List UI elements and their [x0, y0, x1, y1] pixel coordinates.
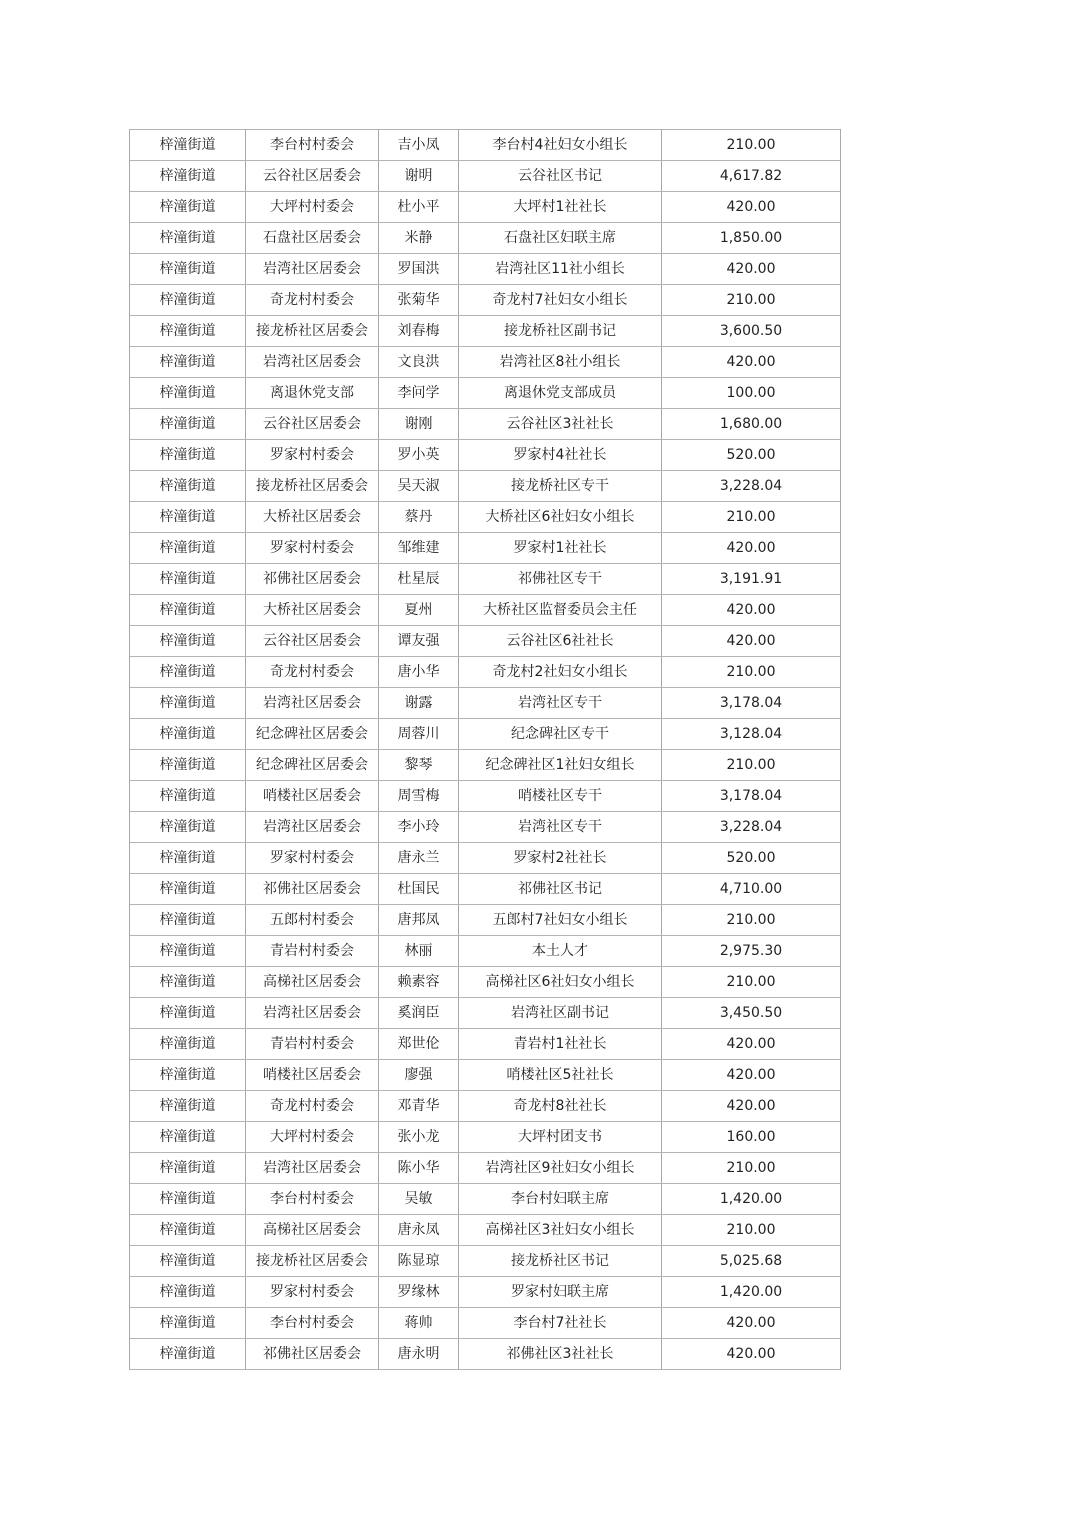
position-cell: 云谷社区书记: [459, 161, 662, 192]
amount-cell: 4,710.00: [662, 874, 841, 905]
position-cell: 大桥社区6社妇女小组长: [459, 502, 662, 533]
table-row: [130, 781, 841, 812]
street-cell: 梓潼街道: [130, 564, 246, 595]
name-cell: 邹维建: [379, 533, 459, 564]
name-cell: 杜星辰: [379, 564, 459, 595]
table-row: [130, 533, 841, 564]
street-cell: 梓潼街道: [130, 1215, 246, 1246]
name-cell: 郑世伦: [379, 1029, 459, 1060]
committee-cell: 岩湾社区居委会: [246, 1153, 379, 1184]
name-cell: 谢露: [379, 688, 459, 719]
amount-cell: 1,420.00: [662, 1184, 841, 1215]
street-cell: 梓潼街道: [130, 254, 246, 285]
position-cell: 李台村7社社长: [459, 1308, 662, 1339]
committee-cell: 青岩村村委会: [246, 1029, 379, 1060]
amount-cell: 5,025.68: [662, 1246, 841, 1277]
amount-cell: 420.00: [662, 595, 841, 626]
position-cell: 接龙桥社区副书记: [459, 316, 662, 347]
street-cell: 梓潼街道: [130, 347, 246, 378]
table-row: [130, 1060, 841, 1091]
amount-cell: 420.00: [662, 1308, 841, 1339]
position-cell: 岩湾社区8社小组长: [459, 347, 662, 378]
table-row: [130, 1215, 841, 1246]
street-cell: 梓潼街道: [130, 688, 246, 719]
amount-cell: 160.00: [662, 1122, 841, 1153]
allowance-table: [129, 129, 841, 1370]
committee-cell: 李台村村委会: [246, 1184, 379, 1215]
name-cell: 陈显琼: [379, 1246, 459, 1277]
table-row: [130, 998, 841, 1029]
amount-cell: 3,450.50: [662, 998, 841, 1029]
name-cell: 赖素容: [379, 967, 459, 998]
committee-cell: 奇龙村村委会: [246, 285, 379, 316]
street-cell: 梓潼街道: [130, 936, 246, 967]
table-row: [130, 316, 841, 347]
street-cell: 梓潼街道: [130, 223, 246, 254]
committee-cell: 青岩村村委会: [246, 936, 379, 967]
amount-cell: 210.00: [662, 750, 841, 781]
name-cell: 张小龙: [379, 1122, 459, 1153]
street-cell: 梓潼街道: [130, 533, 246, 564]
committee-cell: 岩湾社区居委会: [246, 254, 379, 285]
amount-cell: 420.00: [662, 626, 841, 657]
table-row: [130, 471, 841, 502]
table-row: [130, 843, 841, 874]
name-cell: 唐永明: [379, 1339, 459, 1370]
name-cell: 周雪梅: [379, 781, 459, 812]
position-cell: 奇龙村7社妇女小组长: [459, 285, 662, 316]
amount-cell: 1,420.00: [662, 1277, 841, 1308]
street-cell: 梓潼街道: [130, 750, 246, 781]
table-row: [130, 285, 841, 316]
table-row: [130, 378, 841, 409]
name-cell: 邓青华: [379, 1091, 459, 1122]
committee-cell: 离退休党支部: [246, 378, 379, 409]
name-cell: 陈小华: [379, 1153, 459, 1184]
committee-cell: 祁佛社区居委会: [246, 874, 379, 905]
position-cell: 离退休党支部成员: [459, 378, 662, 409]
committee-cell: 云谷社区居委会: [246, 409, 379, 440]
table-row: [130, 564, 841, 595]
table-body: [130, 130, 841, 1370]
amount-cell: 210.00: [662, 285, 841, 316]
position-cell: 奇龙村8社社长: [459, 1091, 662, 1122]
committee-cell: 罗家村村委会: [246, 1277, 379, 1308]
table-row: [130, 347, 841, 378]
position-cell: 云谷社区3社社长: [459, 409, 662, 440]
table-row: [130, 254, 841, 285]
position-cell: 大坪村团支书: [459, 1122, 662, 1153]
position-cell: 石盘社区妇联主席: [459, 223, 662, 254]
position-cell: 纪念碑社区1社妇女组长: [459, 750, 662, 781]
committee-cell: 奇龙村村委会: [246, 1091, 379, 1122]
street-cell: 梓潼街道: [130, 161, 246, 192]
name-cell: 杜国民: [379, 874, 459, 905]
amount-cell: 3,128.04: [662, 719, 841, 750]
amount-cell: 420.00: [662, 1091, 841, 1122]
street-cell: 梓潼街道: [130, 1091, 246, 1122]
name-cell: 李问学: [379, 378, 459, 409]
position-cell: 五郎村7社妇女小组长: [459, 905, 662, 936]
name-cell: 文良洪: [379, 347, 459, 378]
table-row: [130, 502, 841, 533]
street-cell: 梓潼街道: [130, 1153, 246, 1184]
street-cell: 梓潼街道: [130, 843, 246, 874]
name-cell: 唐永凤: [379, 1215, 459, 1246]
table-row: [130, 1308, 841, 1339]
table-row: [130, 409, 841, 440]
amount-cell: 3,600.50: [662, 316, 841, 347]
position-cell: 接龙桥社区专干: [459, 471, 662, 502]
committee-cell: 李台村村委会: [246, 130, 379, 161]
committee-cell: 五郎村村委会: [246, 905, 379, 936]
name-cell: 夏州: [379, 595, 459, 626]
street-cell: 梓潼街道: [130, 285, 246, 316]
name-cell: 蒋帅: [379, 1308, 459, 1339]
street-cell: 梓潼街道: [130, 471, 246, 502]
amount-cell: 420.00: [662, 254, 841, 285]
committee-cell: 纪念碑社区居委会: [246, 719, 379, 750]
position-cell: 云谷社区6社社长: [459, 626, 662, 657]
name-cell: 黎琴: [379, 750, 459, 781]
street-cell: 梓潼街道: [130, 1277, 246, 1308]
position-cell: 哨楼社区专干: [459, 781, 662, 812]
street-cell: 梓潼街道: [130, 998, 246, 1029]
position-cell: 祁佛社区专干: [459, 564, 662, 595]
street-cell: 梓潼街道: [130, 502, 246, 533]
amount-cell: 420.00: [662, 1029, 841, 1060]
name-cell: 谢刚: [379, 409, 459, 440]
table-row: [130, 750, 841, 781]
street-cell: 梓潼街道: [130, 1060, 246, 1091]
committee-cell: 大桥社区居委会: [246, 595, 379, 626]
table-row: [130, 874, 841, 905]
name-cell: 奚润臣: [379, 998, 459, 1029]
amount-cell: 4,617.82: [662, 161, 841, 192]
amount-cell: 210.00: [662, 967, 841, 998]
table-row: [130, 595, 841, 626]
name-cell: 李小玲: [379, 812, 459, 843]
committee-cell: 哨楼社区居委会: [246, 781, 379, 812]
amount-cell: 210.00: [662, 1215, 841, 1246]
table-row: [130, 905, 841, 936]
street-cell: 梓潼街道: [130, 626, 246, 657]
street-cell: 梓潼街道: [130, 1246, 246, 1277]
street-cell: 梓潼街道: [130, 812, 246, 843]
position-cell: 哨楼社区5社社长: [459, 1060, 662, 1091]
committee-cell: 接龙桥社区居委会: [246, 316, 379, 347]
name-cell: 吴敏: [379, 1184, 459, 1215]
street-cell: 梓潼街道: [130, 781, 246, 812]
table-row: [130, 812, 841, 843]
amount-cell: 3,228.04: [662, 471, 841, 502]
table-row: [130, 1029, 841, 1060]
street-cell: 梓潼街道: [130, 378, 246, 409]
amount-cell: 3,191.91: [662, 564, 841, 595]
name-cell: 刘春梅: [379, 316, 459, 347]
committee-cell: 高梯社区居委会: [246, 967, 379, 998]
position-cell: 青岩村1社社长: [459, 1029, 662, 1060]
position-cell: 接龙桥社区书记: [459, 1246, 662, 1277]
table-row: [130, 130, 841, 161]
name-cell: 唐永兰: [379, 843, 459, 874]
name-cell: 张菊华: [379, 285, 459, 316]
position-cell: 大坪村1社社长: [459, 192, 662, 223]
amount-cell: 210.00: [662, 905, 841, 936]
name-cell: 罗缘林: [379, 1277, 459, 1308]
committee-cell: 罗家村村委会: [246, 440, 379, 471]
name-cell: 吴天淑: [379, 471, 459, 502]
street-cell: 梓潼街道: [130, 192, 246, 223]
street-cell: 梓潼街道: [130, 316, 246, 347]
committee-cell: 李台村村委会: [246, 1308, 379, 1339]
committee-cell: 岩湾社区居委会: [246, 347, 379, 378]
table-row: [130, 719, 841, 750]
position-cell: 罗家村1社社长: [459, 533, 662, 564]
street-cell: 梓潼街道: [130, 719, 246, 750]
position-cell: 祁佛社区书记: [459, 874, 662, 905]
amount-cell: 210.00: [662, 502, 841, 533]
table-row: [130, 1091, 841, 1122]
table-row: [130, 1122, 841, 1153]
amount-cell: 1,680.00: [662, 409, 841, 440]
amount-cell: 420.00: [662, 192, 841, 223]
table-row: [130, 1153, 841, 1184]
name-cell: 谢明: [379, 161, 459, 192]
position-cell: 纪念碑社区专干: [459, 719, 662, 750]
committee-cell: 石盘社区居委会: [246, 223, 379, 254]
name-cell: 唐小华: [379, 657, 459, 688]
amount-cell: 3,178.04: [662, 688, 841, 719]
amount-cell: 520.00: [662, 843, 841, 874]
amount-cell: 3,228.04: [662, 812, 841, 843]
table-row: [130, 1339, 841, 1370]
table-row: [130, 192, 841, 223]
committee-cell: 高梯社区居委会: [246, 1215, 379, 1246]
position-cell: 岩湾社区专干: [459, 688, 662, 719]
amount-cell: 420.00: [662, 1060, 841, 1091]
committee-cell: 哨楼社区居委会: [246, 1060, 379, 1091]
name-cell: 吉小凤: [379, 130, 459, 161]
name-cell: 周蓉川: [379, 719, 459, 750]
position-cell: 奇龙村2社妇女小组长: [459, 657, 662, 688]
position-cell: 罗家村4社社长: [459, 440, 662, 471]
table-row: [130, 688, 841, 719]
amount-cell: 100.00: [662, 378, 841, 409]
position-cell: 李台村4社妇女小组长: [459, 130, 662, 161]
table-row: [130, 1246, 841, 1277]
amount-cell: 520.00: [662, 440, 841, 471]
amount-cell: 210.00: [662, 130, 841, 161]
table-row: [130, 936, 841, 967]
position-cell: 岩湾社区11社小组长: [459, 254, 662, 285]
committee-cell: 奇龙村村委会: [246, 657, 379, 688]
table-row: [130, 626, 841, 657]
position-cell: 罗家村2社社长: [459, 843, 662, 874]
position-cell: 李台村妇联主席: [459, 1184, 662, 1215]
committee-cell: 岩湾社区居委会: [246, 812, 379, 843]
name-cell: 唐邦凤: [379, 905, 459, 936]
street-cell: 梓潼街道: [130, 1339, 246, 1370]
table-row: [130, 161, 841, 192]
name-cell: 蔡丹: [379, 502, 459, 533]
amount-cell: 2,975.30: [662, 936, 841, 967]
name-cell: 廖强: [379, 1060, 459, 1091]
table-row: [130, 1277, 841, 1308]
amount-cell: 1,850.00: [662, 223, 841, 254]
amount-cell: 3,178.04: [662, 781, 841, 812]
street-cell: 梓潼街道: [130, 595, 246, 626]
committee-cell: 大桥社区居委会: [246, 502, 379, 533]
amount-cell: 420.00: [662, 533, 841, 564]
table-row: [130, 967, 841, 998]
street-cell: 梓潼街道: [130, 1029, 246, 1060]
committee-cell: 罗家村村委会: [246, 533, 379, 564]
position-cell: 高梯社区3社妇女小组长: [459, 1215, 662, 1246]
committee-cell: 岩湾社区居委会: [246, 998, 379, 1029]
name-cell: 米静: [379, 223, 459, 254]
position-cell: 岩湾社区9社妇女小组长: [459, 1153, 662, 1184]
name-cell: 林丽: [379, 936, 459, 967]
street-cell: 梓潼街道: [130, 967, 246, 998]
street-cell: 梓潼街道: [130, 874, 246, 905]
committee-cell: 祁佛社区居委会: [246, 564, 379, 595]
committee-cell: 罗家村村委会: [246, 843, 379, 874]
street-cell: 梓潼街道: [130, 1308, 246, 1339]
street-cell: 梓潼街道: [130, 440, 246, 471]
amount-cell: 210.00: [662, 1153, 841, 1184]
committee-cell: 纪念碑社区居委会: [246, 750, 379, 781]
street-cell: 梓潼街道: [130, 409, 246, 440]
committee-cell: 祁佛社区居委会: [246, 1339, 379, 1370]
position-cell: 岩湾社区副书记: [459, 998, 662, 1029]
name-cell: 杜小平: [379, 192, 459, 223]
amount-cell: 420.00: [662, 1339, 841, 1370]
street-cell: 梓潼街道: [130, 657, 246, 688]
table-row: [130, 657, 841, 688]
amount-cell: 210.00: [662, 657, 841, 688]
street-cell: 梓潼街道: [130, 905, 246, 936]
name-cell: 谭友强: [379, 626, 459, 657]
committee-cell: 云谷社区居委会: [246, 161, 379, 192]
street-cell: 梓潼街道: [130, 130, 246, 161]
committee-cell: 接龙桥社区居委会: [246, 1246, 379, 1277]
committee-cell: 大坪村村委会: [246, 1122, 379, 1153]
position-cell: 岩湾社区专干: [459, 812, 662, 843]
position-cell: 罗家村妇联主席: [459, 1277, 662, 1308]
street-cell: 梓潼街道: [130, 1184, 246, 1215]
committee-cell: 岩湾社区居委会: [246, 688, 379, 719]
name-cell: 罗国洪: [379, 254, 459, 285]
position-cell: 本土人才: [459, 936, 662, 967]
street-cell: 梓潼街道: [130, 1122, 246, 1153]
position-cell: 高梯社区6社妇女小组长: [459, 967, 662, 998]
name-cell: 罗小英: [379, 440, 459, 471]
position-cell: 大桥社区监督委员会主任: [459, 595, 662, 626]
committee-cell: 大坪村村委会: [246, 192, 379, 223]
table-row: [130, 223, 841, 254]
table-row: [130, 1184, 841, 1215]
position-cell: 祁佛社区3社社长: [459, 1339, 662, 1370]
committee-cell: 云谷社区居委会: [246, 626, 379, 657]
committee-cell: 接龙桥社区居委会: [246, 471, 379, 502]
table-row: [130, 440, 841, 471]
amount-cell: 420.00: [662, 347, 841, 378]
